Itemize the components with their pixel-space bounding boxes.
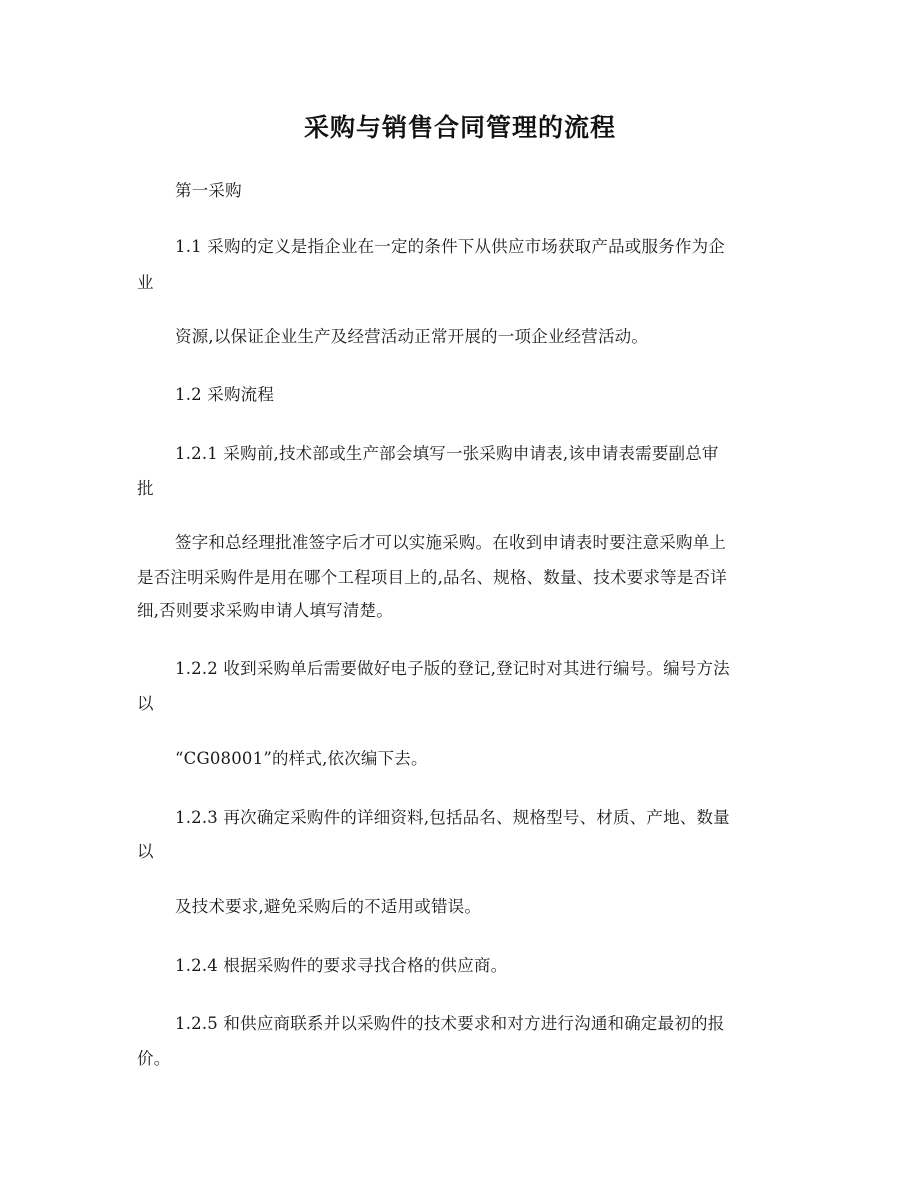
paragraph-line: 资源,以保证企业生产及经营活动正常开展的一项企业经营活动。	[175, 327, 649, 346]
paragraph-line: 细,否则要求采购申请人填写清楚。	[137, 601, 393, 620]
paragraph-line: 业	[137, 273, 154, 292]
paragraph-line: 签字和总经理批准签字后才可以实施采购。在收到申请表时要注意采购单上	[175, 533, 727, 552]
paragraph-line: 及技术要求,避免采购后的不适用或错误。	[175, 897, 482, 916]
paragraph-line: 1.2.2 收到采购单后需要做好电子版的登记,登记时对其进行编号。编号方法	[175, 659, 730, 678]
paragraph-line: 1.2.1 采购前,技术部或生产部会填写一张采购申请表,该申请表需要副总审	[175, 444, 719, 463]
document-title: 采购与销售合同管理的流程	[303, 113, 616, 142]
paragraph-line: 1.2.3 再次确定采购件的详细资料,包括品名、规格型号、材质、产地、数量	[175, 808, 730, 827]
paragraph-line: 以	[137, 694, 154, 713]
paragraph-line: 价。	[137, 1049, 171, 1068]
paragraph-line: 是否注明采购件是用在哪个工程项目上的,品名、规格、数量、技术要求等是否详	[137, 568, 727, 587]
paragraph-line: 批	[137, 479, 154, 498]
paragraph-line: “CG08001”的样式,依次编下去。	[175, 749, 428, 768]
paragraph-line: 1.2.4 根据采购件的要求寻找合格的供应商。	[175, 956, 508, 975]
section-heading: 第一采购	[175, 181, 242, 200]
paragraph-line: 1.2.5 和供应商联系并以采购件的技术要求和对方进行沟通和确定最初的报	[175, 1014, 725, 1033]
paragraph-line: 1.1 采购的定义是指企业在一定的条件下从供应市场获取产品或服务作为企	[175, 237, 725, 256]
paragraph-line: 以	[137, 842, 154, 861]
subsection-heading: 1.2 采购流程	[175, 385, 275, 404]
